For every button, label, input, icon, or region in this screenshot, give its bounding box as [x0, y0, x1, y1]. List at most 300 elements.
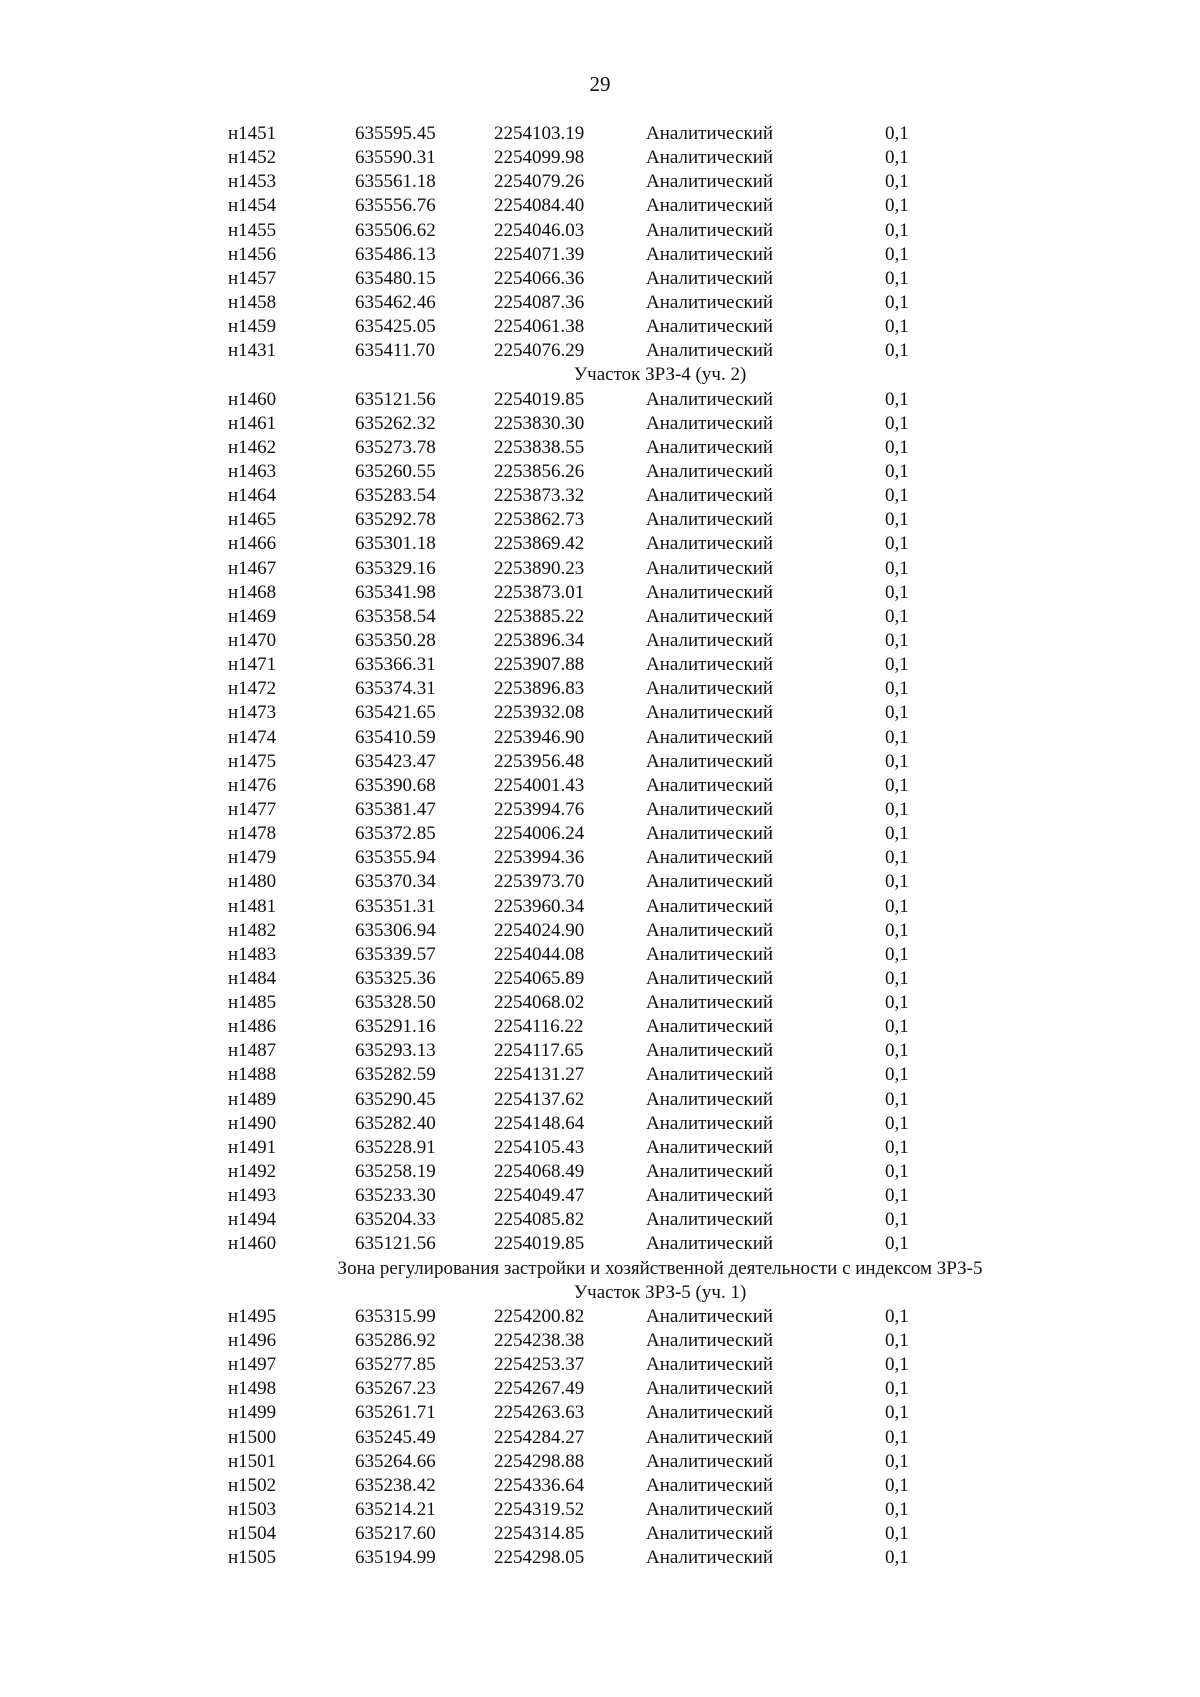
point-id: н1495: [228, 1305, 277, 1327]
method: Аналитический: [646, 533, 774, 555]
coord-x: 635339.57: [355, 943, 436, 965]
coord-x: 635366.31: [355, 654, 436, 676]
coord-x: 635462.46: [355, 291, 436, 313]
table-row: [0, 315, 1200, 339]
accuracy: 0,1: [885, 412, 909, 434]
coord-x: 635410.59: [355, 726, 436, 748]
coord-y: 2254065.89: [494, 967, 585, 989]
table-row: [0, 943, 1200, 967]
coord-x: 635329.16: [355, 557, 436, 579]
point-id: н1482: [228, 919, 277, 941]
accuracy: 0,1: [885, 243, 909, 265]
point-id: н1488: [228, 1064, 277, 1086]
accuracy: 0,1: [885, 798, 909, 820]
accuracy: 0,1: [885, 1499, 909, 1521]
method: Аналитический: [646, 460, 774, 482]
accuracy: 0,1: [885, 388, 909, 410]
coord-x: 635245.49: [355, 1426, 436, 1448]
method: Аналитический: [646, 871, 774, 893]
table-row: [0, 1088, 1200, 1112]
coord-y: 2253896.83: [494, 678, 585, 700]
coord-x: 635228.91: [355, 1136, 436, 1158]
coord-y: 2254263.63: [494, 1402, 585, 1424]
section-heading: Участок ЗРЗ-4 (уч. 2): [573, 364, 747, 386]
method: Аналитический: [646, 1016, 774, 1038]
coord-x: 635301.18: [355, 533, 436, 555]
accuracy: 0,1: [885, 943, 909, 965]
method: Аналитический: [646, 1112, 774, 1134]
coord-y: 2253956.48: [494, 750, 585, 772]
table-row: [0, 532, 1200, 556]
coord-y: 2254099.98: [494, 147, 585, 169]
method: Аналитический: [646, 629, 774, 651]
coord-y: 2254024.90: [494, 919, 585, 941]
accuracy: 0,1: [885, 581, 909, 603]
coord-y: 2254061.38: [494, 316, 585, 338]
coord-y: 2253890.23: [494, 557, 585, 579]
coord-x: 635480.15: [355, 267, 436, 289]
method: Аналитический: [646, 1523, 774, 1545]
point-id: н1489: [228, 1088, 277, 1110]
table-row: [0, 170, 1200, 194]
table-row: [0, 388, 1200, 412]
method: Аналитический: [646, 992, 774, 1014]
point-id: н1460: [228, 1233, 277, 1255]
coord-x: 635486.13: [355, 243, 436, 265]
coord-x: 635264.66: [355, 1450, 436, 1472]
coord-y: 2254319.52: [494, 1499, 585, 1521]
coord-x: 635506.62: [355, 219, 436, 241]
coord-y: 2254068.49: [494, 1161, 585, 1183]
method: Аналитический: [646, 1136, 774, 1158]
table-row: [0, 194, 1200, 218]
method: Аналитический: [646, 340, 774, 362]
method: Аналитический: [646, 1547, 774, 1569]
accuracy: 0,1: [885, 919, 909, 941]
coord-y: 2253869.42: [494, 533, 585, 555]
point-id: н1494: [228, 1209, 277, 1231]
accuracy: 0,1: [885, 629, 909, 651]
table-row: [0, 1184, 1200, 1208]
point-id: н1474: [228, 726, 277, 748]
accuracy: 0,1: [885, 702, 909, 724]
point-id: н1477: [228, 798, 277, 820]
table-row: [0, 870, 1200, 894]
method: Аналитический: [646, 316, 774, 338]
table-row: [0, 219, 1200, 243]
table-row: [0, 1426, 1200, 1450]
coord-x: 635358.54: [355, 605, 436, 627]
coord-x: 635411.70: [355, 340, 436, 362]
coord-y: 2254076.29: [494, 340, 585, 362]
accuracy: 0,1: [885, 123, 909, 144]
table-row: [0, 1063, 1200, 1087]
method: Аналитический: [646, 1064, 774, 1086]
accuracy: 0,1: [885, 195, 909, 217]
method: Аналитический: [646, 1330, 774, 1352]
coord-y: 2254116.22: [494, 1016, 584, 1038]
zone-heading: Зона регулирования застройки и хозяйственной деятельности с индексом ЗРЗ-5: [337, 1257, 983, 1279]
coord-y: 2254200.82: [494, 1305, 585, 1327]
method: Аналитический: [646, 243, 774, 265]
point-id: н1475: [228, 750, 277, 772]
method: Аналитический: [646, 147, 774, 169]
coord-x: 635315.99: [355, 1305, 436, 1327]
coord-y: 2254006.24: [494, 823, 585, 845]
point-id: н1458: [228, 291, 277, 313]
table-row: [0, 1498, 1200, 1522]
point-id: н1484: [228, 967, 277, 989]
coord-y: 2254336.64: [494, 1474, 585, 1496]
coord-x: 635423.47: [355, 750, 436, 772]
coord-y: 2254071.39: [494, 243, 585, 265]
method: Аналитический: [646, 485, 774, 507]
method: Аналитический: [646, 895, 774, 917]
table-row: [0, 339, 1200, 363]
accuracy: 0,1: [885, 509, 909, 531]
method: Аналитический: [646, 919, 774, 941]
table-row: [0, 991, 1200, 1015]
accuracy: 0,1: [885, 1523, 909, 1545]
method: Аналитический: [646, 412, 774, 434]
table-row: [0, 412, 1200, 436]
method: Аналитический: [646, 581, 774, 603]
coord-x: 635121.56: [355, 1233, 436, 1255]
accuracy: 0,1: [885, 992, 909, 1014]
table-row: [0, 919, 1200, 943]
coord-x: 635121.56: [355, 388, 436, 410]
method: Аналитический: [646, 1040, 774, 1062]
coord-x: 635217.60: [355, 1523, 436, 1545]
coord-x: 635306.94: [355, 919, 436, 941]
method: Аналитический: [646, 291, 774, 313]
table-row: [0, 1522, 1200, 1546]
accuracy: 0,1: [885, 678, 909, 700]
point-id: н1456: [228, 243, 277, 265]
point-id: н1485: [228, 992, 277, 1014]
accuracy: 0,1: [885, 726, 909, 748]
coord-x: 635293.13: [355, 1040, 436, 1062]
point-id: н1499: [228, 1402, 277, 1424]
method: Аналитический: [646, 195, 774, 217]
point-id: н1469: [228, 605, 277, 627]
coord-y: 2253907.88: [494, 654, 585, 676]
accuracy: 0,1: [885, 1112, 909, 1134]
coord-y: 2253960.34: [494, 895, 585, 917]
table-row: [0, 701, 1200, 725]
coord-x: 635370.34: [355, 871, 436, 893]
point-id: н1431: [228, 340, 277, 362]
table-row: [0, 122, 1200, 146]
accuracy: 0,1: [885, 436, 909, 458]
table-row: [0, 822, 1200, 846]
accuracy: 0,1: [885, 1185, 909, 1207]
point-id: н1496: [228, 1330, 277, 1352]
table-row: [0, 557, 1200, 581]
coord-x: 635390.68: [355, 774, 436, 796]
point-id: н1470: [228, 629, 277, 651]
coord-y: 2254105.43: [494, 1136, 585, 1158]
coord-y: 2254079.26: [494, 171, 585, 193]
coord-y: 2253994.36: [494, 847, 585, 869]
coord-x: 635374.31: [355, 678, 436, 700]
coord-x: 635291.16: [355, 1016, 436, 1038]
point-id: н1486: [228, 1016, 277, 1038]
point-id: н1490: [228, 1112, 277, 1134]
coord-y: 2254253.37: [494, 1354, 585, 1376]
coord-y: 2253838.55: [494, 436, 585, 458]
point-id: н1483: [228, 943, 277, 965]
method: Аналитический: [646, 123, 774, 144]
method: Аналитический: [646, 1450, 774, 1472]
coord-x: 635261.71: [355, 1402, 436, 1424]
accuracy: 0,1: [885, 895, 909, 917]
accuracy: 0,1: [885, 147, 909, 169]
method: Аналитический: [646, 557, 774, 579]
coord-y: 2254284.27: [494, 1426, 585, 1448]
table-row: [0, 895, 1200, 919]
coord-x: 635258.19: [355, 1161, 436, 1183]
point-id: н1451: [228, 123, 277, 144]
accuracy: 0,1: [885, 1330, 909, 1352]
table-row: [0, 653, 1200, 677]
method: Аналитический: [646, 1426, 774, 1448]
accuracy: 0,1: [885, 967, 909, 989]
table-row: [0, 243, 1200, 267]
coord-x: 635204.33: [355, 1209, 436, 1231]
accuracy: 0,1: [885, 557, 909, 579]
point-id: н1493: [228, 1185, 277, 1207]
accuracy: 0,1: [885, 823, 909, 845]
table-row: [0, 1353, 1200, 1377]
table-row: [0, 1112, 1200, 1136]
coord-y: 2253873.32: [494, 485, 585, 507]
point-id: н1480: [228, 871, 277, 893]
method: Аналитический: [646, 267, 774, 289]
method: Аналитический: [646, 1474, 774, 1496]
point-id: н1468: [228, 581, 277, 603]
method: Аналитический: [646, 1378, 774, 1400]
coord-y: 2254044.08: [494, 943, 585, 965]
accuracy: 0,1: [885, 340, 909, 362]
point-id: н1473: [228, 702, 277, 724]
table-row: [0, 798, 1200, 822]
point-id: н1467: [228, 557, 277, 579]
coord-x: 635286.92: [355, 1330, 436, 1352]
table-row: [0, 1015, 1200, 1039]
coord-y: 2254046.03: [494, 219, 585, 241]
accuracy: 0,1: [885, 1040, 909, 1062]
point-id: н1464: [228, 485, 277, 507]
table-row: [0, 1450, 1200, 1474]
coord-y: 2253946.90: [494, 726, 585, 748]
accuracy: 0,1: [885, 1474, 909, 1496]
coord-y: 2254267.49: [494, 1378, 585, 1400]
point-id: н1481: [228, 895, 277, 917]
coord-y: 2254049.47: [494, 1185, 585, 1207]
coord-x: 635351.31: [355, 895, 436, 917]
coord-y: 2254298.05: [494, 1547, 585, 1569]
accuracy: 0,1: [885, 267, 909, 289]
page-number: 29: [589, 72, 611, 96]
method: Аналитический: [646, 750, 774, 772]
table-row: [0, 1474, 1200, 1498]
coord-y: 2254298.88: [494, 1450, 585, 1472]
accuracy: 0,1: [885, 1450, 909, 1472]
coord-y: 2253932.08: [494, 702, 585, 724]
point-id: н1455: [228, 219, 277, 241]
point-id: н1463: [228, 460, 277, 482]
coord-x: 635277.85: [355, 1354, 436, 1376]
point-id: н1466: [228, 533, 277, 555]
coord-y: 2253885.22: [494, 605, 585, 627]
point-id: н1476: [228, 774, 277, 796]
method: Аналитический: [646, 1233, 774, 1255]
coord-y: 2253856.26: [494, 460, 585, 482]
accuracy: 0,1: [885, 1064, 909, 1086]
table-row: [0, 484, 1200, 508]
accuracy: 0,1: [885, 460, 909, 482]
coord-x: 635233.30: [355, 1185, 436, 1207]
method: Аналитический: [646, 171, 774, 193]
table-row: [0, 146, 1200, 170]
table-row: [0, 605, 1200, 629]
coord-x: 635325.36: [355, 967, 436, 989]
table-row: [0, 1136, 1200, 1160]
point-id: н1502: [228, 1474, 277, 1496]
coord-y: 2254019.85: [494, 388, 585, 410]
table-row: [0, 508, 1200, 532]
section-heading: Участок ЗРЗ-5 (уч. 1): [573, 1281, 747, 1303]
accuracy: 0,1: [885, 1354, 909, 1376]
coord-y: 2254137.62: [494, 1088, 585, 1110]
method: Аналитический: [646, 678, 774, 700]
point-id: н1505: [228, 1547, 277, 1569]
table-row: [0, 1546, 1200, 1570]
table-row: [0, 1401, 1200, 1425]
point-id: н1503: [228, 1499, 277, 1521]
coord-x: 635561.18: [355, 171, 436, 193]
table-row: [0, 1329, 1200, 1353]
coord-x: 635381.47: [355, 798, 436, 820]
accuracy: 0,1: [885, 1016, 909, 1038]
accuracy: 0,1: [885, 533, 909, 555]
accuracy: 0,1: [885, 1378, 909, 1400]
coord-y: 2254001.43: [494, 774, 585, 796]
table-row: [0, 267, 1200, 291]
coord-y: 2254103.19: [494, 123, 585, 144]
table-row: [0, 1160, 1200, 1184]
accuracy: 0,1: [885, 1136, 909, 1158]
coord-y: 2253896.34: [494, 629, 585, 651]
method: Аналитический: [646, 605, 774, 627]
point-id: н1472: [228, 678, 277, 700]
accuracy: 0,1: [885, 774, 909, 796]
method: Аналитический: [646, 967, 774, 989]
coord-y: 2254087.36: [494, 291, 585, 313]
accuracy: 0,1: [885, 1547, 909, 1569]
coord-x: 635372.85: [355, 823, 436, 845]
accuracy: 0,1: [885, 219, 909, 241]
coord-y: 2253862.73: [494, 509, 585, 531]
coord-y: 2254066.36: [494, 267, 585, 289]
accuracy: 0,1: [885, 1088, 909, 1110]
table-row: [0, 677, 1200, 701]
coord-y: 2254148.64: [494, 1112, 585, 1134]
method: Аналитический: [646, 509, 774, 531]
table-row: [0, 1208, 1200, 1232]
coord-y: 2254314.85: [494, 1523, 585, 1545]
coord-x: 635595.45: [355, 123, 436, 144]
accuracy: 0,1: [885, 750, 909, 772]
method: Аналитический: [646, 654, 774, 676]
coord-x: 635292.78: [355, 509, 436, 531]
point-id: н1497: [228, 1354, 277, 1376]
coord-x: 635238.42: [355, 1474, 436, 1496]
accuracy: 0,1: [885, 291, 909, 313]
point-id: н1471: [228, 654, 277, 676]
accuracy: 0,1: [885, 1161, 909, 1183]
coord-y: 2253973.70: [494, 871, 585, 893]
method: Аналитический: [646, 219, 774, 241]
method: Аналитический: [646, 943, 774, 965]
method: Аналитический: [646, 436, 774, 458]
point-id: н1500: [228, 1426, 277, 1448]
accuracy: 0,1: [885, 605, 909, 627]
coord-x: 635282.59: [355, 1064, 436, 1086]
table-row: [0, 750, 1200, 774]
coord-x: 635425.05: [355, 316, 436, 338]
point-id: н1452: [228, 147, 277, 169]
table-row: [0, 1039, 1200, 1063]
table-row: [0, 436, 1200, 460]
accuracy: 0,1: [885, 1426, 909, 1448]
method: Аналитический: [646, 1161, 774, 1183]
method: Аналитический: [646, 1305, 774, 1327]
coord-x: 635282.40: [355, 1112, 436, 1134]
table-row: [0, 581, 1200, 605]
coord-x: 635260.55: [355, 460, 436, 482]
coord-y: 2254068.02: [494, 992, 585, 1014]
point-id: н1504: [228, 1523, 277, 1545]
coord-x: 635421.65: [355, 702, 436, 724]
coord-y: 2254238.38: [494, 1330, 585, 1352]
point-id: н1491: [228, 1136, 277, 1158]
table-row: [0, 774, 1200, 798]
method: Аналитический: [646, 1209, 774, 1231]
point-id: н1459: [228, 316, 277, 338]
coord-x: 635341.98: [355, 581, 436, 603]
coord-x: 635262.32: [355, 412, 436, 434]
coord-y: 2254019.85: [494, 1233, 585, 1255]
method: Аналитический: [646, 1354, 774, 1376]
point-id: н1492: [228, 1161, 277, 1183]
coord-x: 635214.21: [355, 1499, 436, 1521]
coord-x: 635273.78: [355, 436, 436, 458]
accuracy: 0,1: [885, 847, 909, 869]
method: Аналитический: [646, 774, 774, 796]
coord-y: 2253830.30: [494, 412, 585, 434]
accuracy: 0,1: [885, 316, 909, 338]
coord-y: 2254085.82: [494, 1209, 585, 1231]
table-row: [0, 291, 1200, 315]
point-id: н1454: [228, 195, 277, 217]
point-id: н1487: [228, 1040, 277, 1062]
point-id: н1462: [228, 436, 277, 458]
coord-x: 635590.31: [355, 147, 436, 169]
coord-x: 635290.45: [355, 1088, 436, 1110]
table-row: [0, 846, 1200, 870]
